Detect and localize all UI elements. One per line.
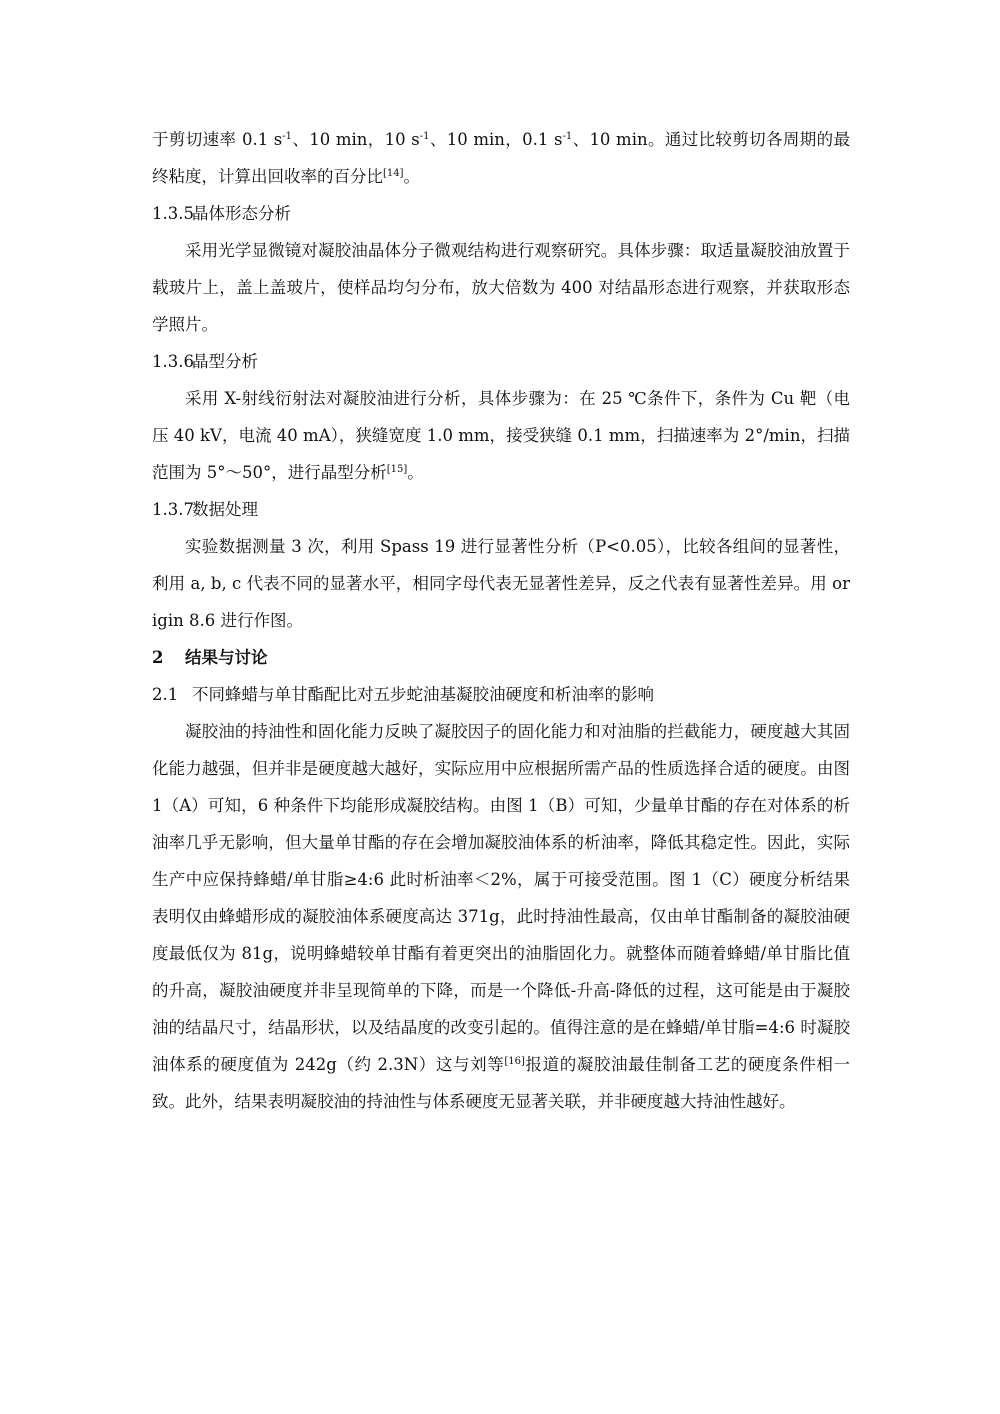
text-run: 凝胶油的持油性和固化能力反映了凝胶因子的固化能力和对油脂的拦截能力，硬度越大其固化能力越强，但并非是硬度越大越好，实际应用中应根据所需产品的性质选择合适的硬度。由图 1（A）可知，6 种条件下均能形成凝胶结构。由图 1（B）可知，少量单甘酯的存在对体系的析油率几乎无影响，但大量单甘酯的存在会增加凝胶油体系的析油率，降低其稳定性。因此，实际生产中应保持蜂蜡/单甘脂≥4:6 此时析油率＜2%，属于可接受范围。图 1（C）硬度分析结果表明仅由蜂蜡形成的凝胶油体系硬度高达 371g，此时持油性最高，仅由单甘酯制备的凝胶油硬度最低仅为 81g，说明蜂蜡较单甘酯有着更突出的油脂固化力。就整体而随着蜂蜡/单甘脂比值的升高，凝胶油硬度并非呈现简单的下降，而是一个降低-升高-降低的过程，这可能是由于凝胶油的结晶尺寸，结晶形状，以及结晶度的改变引起的。值得注意的是在蜂蜡/单甘脂=4:6 时凝胶油体系的硬度值为 242g（约 2.3N）这与刘等 [152, 722, 850, 1074]
text-run: 采用光学显微镜对凝胶油晶体分子微观结构进行观察研究。具体步骤：取适量凝胶油放置于载玻片上，盖上盖玻片，使样品均匀分布，放大倍数为 400 对结晶形态进行观察，并获取形态学照片。 [152, 241, 850, 334]
section-title: 晶体形态分析 [192, 204, 291, 223]
section-number: 1.3.6 [152, 352, 194, 371]
section-number: 2 [152, 648, 164, 667]
section-title: 结果与讨论 [185, 648, 268, 667]
section-heading-2 [152, 639, 850, 676]
text-run: 、10 min，10 s [292, 130, 420, 149]
paragraph-shear-recovery [152, 121, 850, 195]
section-heading-1-3-6 [152, 343, 850, 380]
text-run: 采用 X-射线衍射法对凝胶油进行分析，具体步骤为：在 25 ℃条件下，条件为 Cu 靶（电压 40 kV，电流 40 mA），狭缝宽度 1.0 mm，接受狭缝 0.1 mm，扫描速率为 2°/min，扫描范围为 5°～50°，进行晶型分析 [152, 389, 850, 482]
page-content [152, 121, 850, 1120]
text-run: 实验数据测量 3 次，利用 Spass 19 进行显著性分析（P<0.05），比较各组间的显著性，利用 a, b, c 代表不同的显著水平，相同字母代表无显著性差异，反之代表有显著性差异。用 origin 8.6 进行作图。 [152, 537, 850, 630]
section-heading-1-3-5 [152, 195, 850, 232]
text-run: 于剪切速率 0.1 s [152, 130, 283, 149]
superscript: -1 [282, 131, 293, 142]
text-run: 、10 min，0.1 s [429, 130, 563, 149]
superscript: -1 [419, 131, 430, 142]
section-heading-1-3-7 [152, 491, 850, 528]
paragraph-data-processing [152, 528, 850, 639]
section-number: 1.3.7 [152, 500, 194, 519]
text-run: 、10 min。通过比较剪切各周期的最终粘度，计算出回收率的百分比 [152, 130, 851, 186]
citation-ref: [15] [386, 464, 408, 475]
section-title: 数据处理 [192, 500, 258, 519]
text-run: 。 [407, 463, 424, 482]
superscript: -1 [562, 131, 573, 142]
section-heading-2-1 [152, 676, 850, 713]
citation-ref: [16] [504, 1056, 525, 1067]
paragraph-results-discussion [152, 713, 850, 1120]
text-run: 。 [403, 167, 421, 186]
text-run: 报道的凝胶油最佳制备工艺的硬度条件相一致。此外，结果表明凝胶油的持油性与体系硬度无显著关联，并非硬度越大持油性越好。 [152, 1055, 850, 1111]
section-title: 不同蜂蜡与单甘酯配比对五步蛇油基凝胶油硬度和析油率的影响 [192, 685, 654, 704]
paragraph-xrd-analysis [152, 380, 850, 491]
section-number: 2.1 [152, 685, 179, 704]
section-number: 1.3.5 [152, 204, 194, 223]
paragraph-crystal-morphology [152, 232, 850, 343]
citation-ref: [14] [383, 168, 404, 179]
section-title: 晶型分析 [192, 352, 258, 371]
